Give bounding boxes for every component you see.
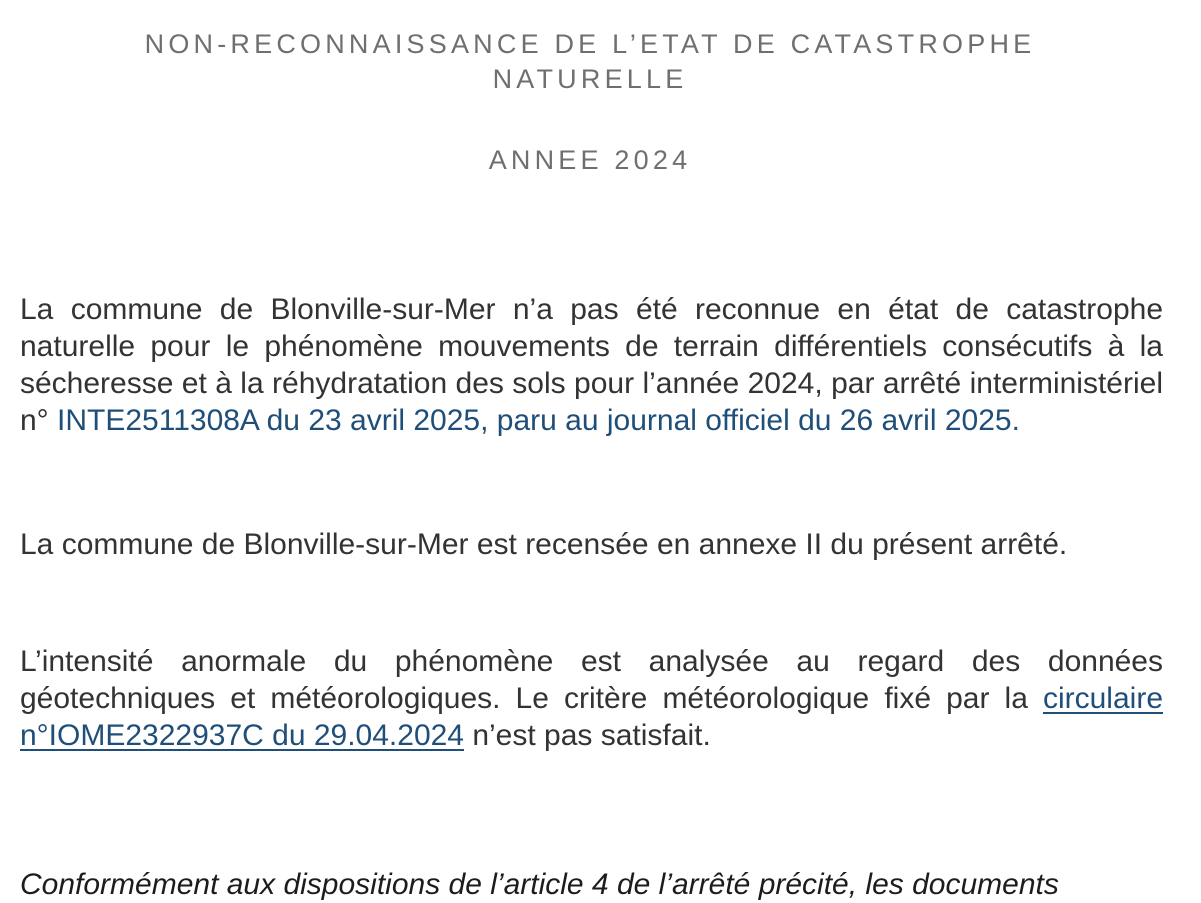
paragraph-annex: La commune de Blonville-sur-Mer est recensée en annexe II du présent arrêté. bbox=[20, 528, 1068, 561]
paragraph-conformity: Conformément aux dispositions de l’article 4 de l’arrêté précité, les documents bbox=[20, 868, 1059, 901]
paragraph-3-ending: n’est pas satisfait. bbox=[464, 719, 711, 752]
paragraph-1-ending: . bbox=[1011, 404, 1020, 437]
decree-reference: INTE2511308A du 23 avril 2025, paru au journal officiel du 26 avril 2025 bbox=[57, 404, 1012, 437]
title-line-1: NON-RECONNAISSANCE DE L’ETAT DE CATASTROPHE bbox=[144, 29, 1036, 59]
circular-link[interactable]: circulaire n°IOME2322937C du 29.04.2024 bbox=[20, 682, 1163, 752]
paragraph-criteria bbox=[20, 643, 1163, 754]
paragraph-3-text: L’intensité anormale du phénomène est analysée au regard des données géotechniques et météorologiques. Le critère météorologique fixé par la bbox=[20, 645, 1163, 715]
document-title bbox=[0, 27, 1180, 97]
title-line-2: NATURELLE bbox=[492, 64, 688, 94]
paragraph-1-text: La commune de Blonville-sur-Mer n’a pas été reconnue en état de catastrophe naturelle pour le phénomène mouvements de terrain différentiels consécutifs à la sécheresse et à la réhydratation des sols pour l’année 2024, par arrêté interministériel n° bbox=[20, 293, 1163, 437]
paragraph-non-recognition bbox=[20, 291, 1163, 439]
year-heading: ANNEE 2024 bbox=[488, 145, 692, 175]
